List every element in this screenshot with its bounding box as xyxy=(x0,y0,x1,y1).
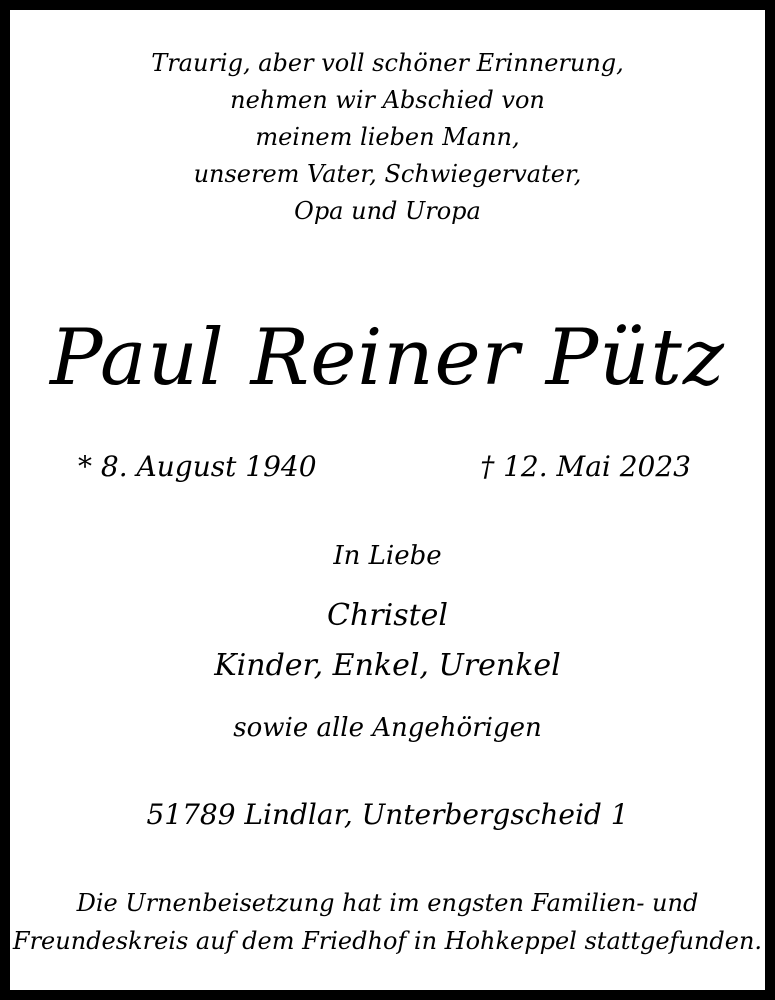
address-line: 51789 Lindlar, Unterbergscheid 1 xyxy=(146,798,629,831)
intro-line-4: unserem Vater, Schwiegervater, xyxy=(193,160,582,188)
in-liebe-label: In Liebe xyxy=(333,541,442,571)
intro-line-1: Traurig, aber voll schöner Erinnerung, xyxy=(151,49,624,77)
birth-date: * 8. August 1940 xyxy=(78,450,317,483)
intro-line-5: Opa und Uropa xyxy=(294,197,481,225)
closing-line-2: Freundeskreis auf dem Friedhof in Hohkeppel stattgefunden. xyxy=(12,927,763,955)
death-date: † 12. Mai 2023 xyxy=(480,450,691,483)
relatives-line: sowie alle Angehörigen xyxy=(233,713,542,743)
deceased-name: Paul Reiner Pütz xyxy=(50,313,725,403)
mourner-family: Kinder, Enkel, Urenkel xyxy=(214,648,561,683)
mourner-spouse: Christel xyxy=(326,598,448,633)
intro-line-3: meinem lieben Mann, xyxy=(255,123,520,151)
intro-line-2: nehmen wir Abschied von xyxy=(230,86,545,114)
closing-line-1: Die Urnenbeisetzung hat im engsten Familien- und xyxy=(76,889,699,917)
